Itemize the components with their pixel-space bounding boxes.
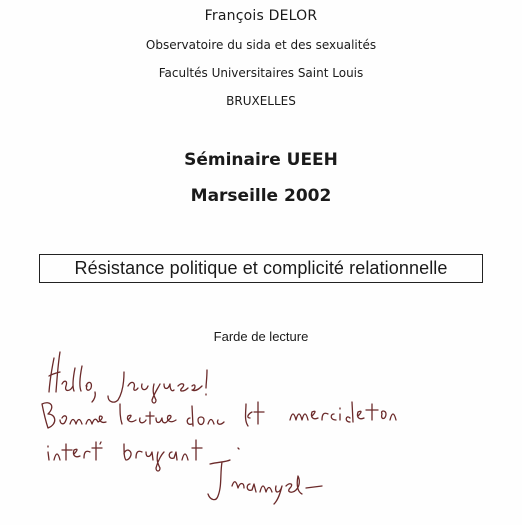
author-last-name: DELOR [268,8,318,24]
handwritten-line-3 [48,440,239,471]
handwritten-line-2 [42,402,396,428]
document-subtitle: Farde de lecture [213,329,309,344]
seminar-title: Séminaire UEEH [184,150,338,170]
document-title: Résistance politique et complicité relationnelle [74,258,448,278]
handwritten-line-1 [49,352,207,403]
institution-line-3: BRUXELLES [226,94,296,108]
institution-line-2: Facultés Universitaires Saint Louis [158,66,364,80]
author-first-name: François [204,8,264,24]
handwritten-signature [208,460,322,504]
seminar-place-year: Marseille 2002 [190,186,332,206]
institution-line-1: Observatoire du sida et des sexualités [145,38,377,52]
